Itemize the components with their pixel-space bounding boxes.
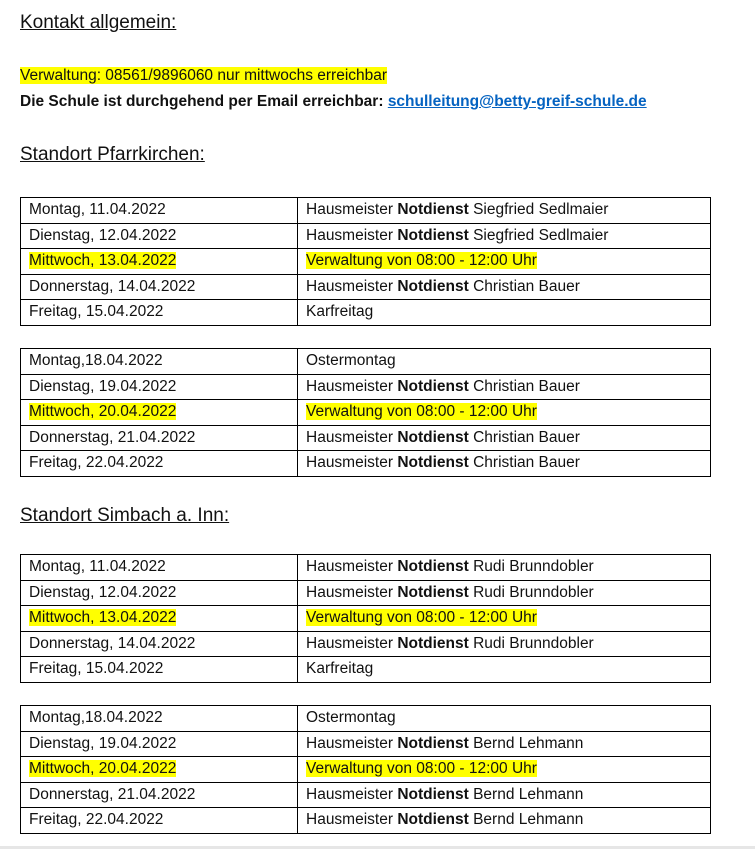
duty-text (306, 378, 580, 395)
duty-text (306, 454, 580, 471)
day-cell (21, 606, 298, 632)
day-label: Freitag, 15.04.2022 (29, 303, 164, 321)
duty-cell (298, 349, 711, 375)
day-label: Dienstag, 12.04.2022 (29, 583, 177, 601)
duty-prefix: Hausmeister (306, 428, 398, 446)
duty-text (306, 709, 396, 726)
day-label: Montag, 11.04.2022 (29, 201, 166, 219)
table-row (21, 657, 711, 683)
duty-cell (298, 400, 711, 426)
duty-prefix: Karfreitag (306, 303, 374, 321)
duty-text (306, 584, 594, 601)
table-row (21, 223, 711, 249)
duty-suffix: Christian Bauer (468, 377, 580, 395)
duty-text (306, 303, 373, 320)
duty-suffix: Christian Bauer (468, 277, 580, 295)
day-cell (21, 451, 298, 477)
duty-cell (298, 782, 711, 808)
duty-suffix: Bernd Lehmann (468, 785, 584, 803)
duty-text (306, 660, 373, 677)
day-cell (21, 274, 298, 300)
duty-keyword: Notdienst (397, 634, 469, 652)
day-label: Donnerstag, 21.04.2022 (29, 428, 196, 446)
day-cell (21, 425, 298, 451)
day-label: Freitag, 15.04.2022 (29, 660, 164, 678)
duty-keyword: Notdienst (397, 201, 469, 219)
day-label: Donnerstag, 21.04.2022 (29, 785, 196, 803)
day-cell (21, 706, 298, 732)
duty-keyword: Notdienst (397, 558, 469, 576)
day-label: Donnerstag, 14.04.2022 (29, 277, 196, 295)
day-cell (21, 580, 298, 606)
duty-suffix: Bernd Lehmann (468, 734, 584, 752)
duty-prefix: Verwaltung von 08:00 - 12:00 Uhr (306, 609, 537, 627)
day-cell (21, 223, 298, 249)
duty-prefix: Hausmeister (306, 734, 398, 752)
duty-prefix: Hausmeister (306, 634, 398, 652)
duty-keyword: Notdienst (397, 811, 469, 829)
duty-keyword: Notdienst (397, 226, 469, 244)
duty-text (306, 635, 594, 652)
table-row (21, 706, 711, 732)
duty-keyword: Notdienst (397, 277, 469, 295)
duty-cell (298, 198, 711, 224)
day-label: Dienstag, 19.04.2022 (29, 377, 177, 395)
day-label: Freitag, 22.04.2022 (29, 811, 164, 829)
duty-cell (298, 300, 711, 326)
duty-text (306, 201, 608, 218)
schedule-table (20, 705, 711, 834)
duty-prefix: Hausmeister (306, 583, 398, 601)
duty-keyword: Notdienst (397, 377, 469, 395)
duty-prefix: Hausmeister (306, 377, 398, 395)
duty-suffix: Christian Bauer (468, 454, 580, 472)
table-row (21, 782, 711, 808)
contact-heading: Kontakt allgemein: (20, 12, 177, 33)
email-link[interactable]: schulleitung@betty-greif-schule.de (387, 93, 647, 110)
duty-text (306, 278, 580, 295)
duty-keyword: Notdienst (397, 454, 469, 472)
duty-cell (298, 425, 711, 451)
duty-prefix: Hausmeister (306, 558, 398, 576)
duty-cell (298, 808, 711, 834)
duty-prefix: Verwaltung von 08:00 - 12:00 Uhr (306, 252, 537, 270)
duty-prefix: Karfreitag (306, 660, 374, 678)
location-heading-simbach: Standort Simbach a. Inn: (20, 505, 230, 526)
duty-text (306, 558, 594, 575)
duty-cell (298, 657, 711, 683)
day-cell (21, 631, 298, 657)
day-label: Dienstag, 19.04.2022 (29, 734, 177, 752)
duty-keyword: Notdienst (397, 785, 469, 803)
day-cell (21, 757, 298, 783)
table-row (21, 198, 711, 224)
table-row (21, 731, 711, 757)
day-cell (21, 782, 298, 808)
table-row (21, 631, 711, 657)
duty-prefix: Hausmeister (306, 811, 398, 829)
table-row (21, 274, 711, 300)
duty-keyword: Notdienst (397, 734, 469, 752)
table-row (21, 451, 711, 477)
table-row (21, 555, 711, 581)
table-row (21, 757, 711, 783)
day-label: Montag, 11.04.2022 (29, 558, 166, 576)
day-cell (21, 300, 298, 326)
day-cell (21, 374, 298, 400)
schedule-table (20, 554, 711, 683)
duty-text (306, 352, 396, 369)
duty-cell (298, 274, 711, 300)
duty-cell (298, 757, 711, 783)
day-cell (21, 555, 298, 581)
duty-suffix: Siegfried Sedlmaier (468, 226, 609, 244)
duty-cell (298, 731, 711, 757)
day-cell (21, 400, 298, 426)
duty-keyword: Notdienst (397, 583, 469, 601)
duty-cell (298, 606, 711, 632)
email-line (20, 93, 647, 111)
table-row (21, 400, 711, 426)
day-label: Freitag, 22.04.2022 (29, 454, 164, 472)
duty-text (306, 252, 537, 269)
duty-prefix: Ostermontag (306, 709, 396, 727)
day-label: Mittwoch, 20.04.2022 (29, 403, 177, 421)
day-label: Mittwoch, 13.04.2022 (29, 609, 177, 627)
day-cell (21, 731, 298, 757)
duty-text (306, 735, 583, 752)
schedule-table (20, 348, 711, 477)
day-cell (21, 249, 298, 275)
table-row (21, 300, 711, 326)
duty-cell (298, 580, 711, 606)
duty-suffix: Rudi Brunndobler (468, 558, 594, 576)
day-label: Dienstag, 12.04.2022 (29, 226, 177, 244)
duty-suffix: Rudi Brunndobler (468, 634, 594, 652)
duty-cell (298, 374, 711, 400)
page-bottom-edge (0, 846, 755, 849)
duty-prefix: Hausmeister (306, 785, 398, 803)
admin-phone-text: Verwaltung: 08561/9896060 nur mittwochs erreichbar (20, 67, 388, 84)
table-row (21, 425, 711, 451)
duty-cell (298, 706, 711, 732)
duty-prefix: Hausmeister (306, 226, 398, 244)
duty-text (306, 760, 537, 777)
duty-keyword: Notdienst (397, 428, 469, 446)
duty-text (306, 609, 537, 626)
duty-cell (298, 555, 711, 581)
duty-prefix: Hausmeister (306, 277, 398, 295)
duty-text (306, 429, 580, 446)
duty-prefix: Verwaltung von 08:00 - 12:00 Uhr (306, 403, 537, 421)
table-row (21, 349, 711, 375)
duty-text (306, 227, 608, 244)
day-cell (21, 349, 298, 375)
day-cell (21, 198, 298, 224)
day-label: Donnerstag, 14.04.2022 (29, 634, 196, 652)
duty-suffix: Rudi Brunndobler (468, 583, 594, 601)
admin-phone-line (20, 67, 387, 85)
duty-text (306, 811, 583, 828)
duty-suffix: Siegfried Sedlmaier (468, 201, 609, 219)
duty-text (306, 403, 537, 420)
table-row (21, 808, 711, 834)
duty-prefix: Ostermontag (306, 352, 396, 370)
day-label: Montag,18.04.2022 (29, 709, 163, 727)
duty-suffix: Bernd Lehmann (468, 811, 584, 829)
table-row (21, 374, 711, 400)
day-cell (21, 657, 298, 683)
duty-cell (298, 631, 711, 657)
duty-suffix: Christian Bauer (468, 428, 580, 446)
duty-cell (298, 249, 711, 275)
schedule-table (20, 197, 711, 326)
duty-prefix: Verwaltung von 08:00 - 12:00 Uhr (306, 760, 537, 778)
duty-prefix: Hausmeister (306, 201, 398, 219)
email-prefix: Die Schule ist durchgehend per Email erreichbar: (20, 93, 388, 110)
duty-prefix: Hausmeister (306, 454, 398, 472)
duty-text (306, 786, 583, 803)
table-row (21, 606, 711, 632)
duty-cell (298, 451, 711, 477)
location-heading-pfarrkirchen: Standort Pfarrkirchen: (20, 144, 205, 165)
day-label: Mittwoch, 20.04.2022 (29, 760, 177, 778)
day-label: Mittwoch, 13.04.2022 (29, 252, 177, 270)
day-label: Montag,18.04.2022 (29, 352, 163, 370)
day-cell (21, 808, 298, 834)
duty-cell (298, 223, 711, 249)
table-row (21, 580, 711, 606)
table-row (21, 249, 711, 275)
